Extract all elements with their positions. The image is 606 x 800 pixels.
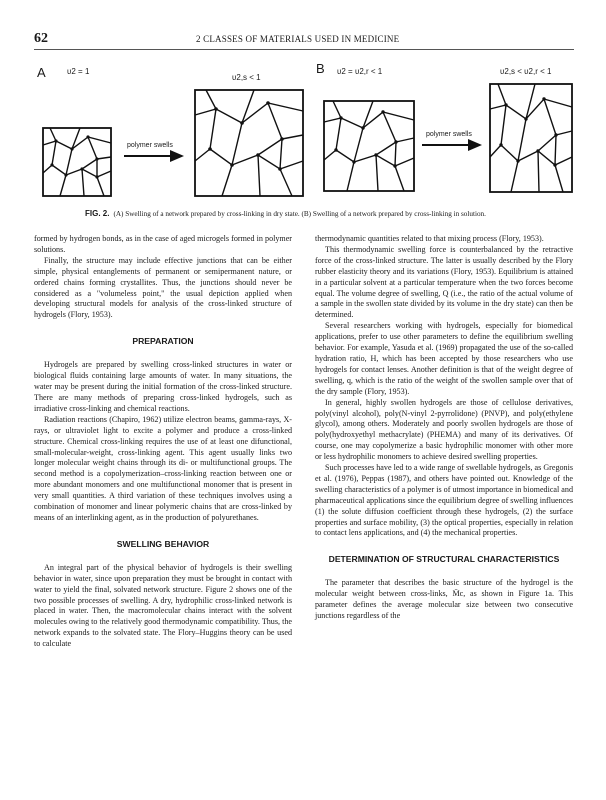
panel-a-arrow-label: polymer swells: [127, 142, 173, 149]
figure-caption: [85, 209, 555, 219]
running-head: 2 CLASSES OF MATERIALS USED IN MEDICINE: [196, 34, 400, 44]
figure-caption-text: (A) Swelling of a network prepared by cross-linking in dry state. (B) Swelling of a network prepared by cross-linking in solution.: [113, 210, 486, 218]
paragraph: An integral part of the physical behavior of hydrogels is their swelling behavior in water, since upon preparation they must be brought in contact with water to yield the final, solvated network structure. Figure 2 shows one of the two possible processes of swelling. A dry, hydrophilic cross-linked network is placed in water. Then, the macromolecular chains interact with the solvent molecules owing to the relatively good thermodynamic compatibility. Thus, the network expands to the solvated state. The Flory–Huggins theory can be used to calculate: [34, 562, 292, 649]
panel-b-nu-swollen: υ2,s < υ2,r < 1: [500, 67, 552, 76]
paragraph: Such processes have led to a wide range of swellable hydrogels, as Gregonis et al. (1976), Peppas (1987), and others have pointed out. Knowledge of the swelling characteristics of a polymer is of utmost importance in biomedical and pharmaceutical applications since the equilibrium degree of swelling influences (1) the solute diffusion coefficient through these hydrogels, (2) the surface properties and surface mobility, (3) the optical properties, especially in relation to contact lens applications, and (4) the mechanical properties.: [315, 463, 574, 538]
page-number: 62: [34, 31, 48, 46]
header-rule: [34, 49, 574, 50]
section-heading-swelling-behavior: SWELLING BEHAVIOR: [116, 538, 210, 549]
section-heading-preparation: PREPARATION: [132, 336, 194, 347]
panel-a-dry-network-diagram: [42, 127, 112, 197]
figure-2: [34, 57, 574, 207]
paragraph: Finally, the structure may include effective junctions that can be either simple, physical entanglements of permanent or semipermanent nature, or ordered chains forming crystallites. Thus, the junctions should never be considered as a "volumeless point," the usual depiction applied when developing structural models for analysis of the cross-linked structure of hydrogels (Flory, 1953).: [34, 255, 292, 320]
panel-a-nu-swollen: υ2,s < 1: [232, 73, 261, 82]
panel-b-swollen-network-diagram: [489, 83, 573, 193]
paragraph: thermodynamic quantities related to that mixing process (Flory, 1953).: [315, 234, 544, 243]
panel-a-swollen-network-diagram: [194, 89, 304, 197]
panel-b-prepared-network-diagram: [323, 100, 415, 192]
panel-b-letter: B: [316, 61, 325, 76]
paragraph: Several researchers working with hydrogels, especially for biomedical applications, prefer to use other parameters to define the equilibrium swelling behavior. For example, Yasuda et al. (1969) propagated the use of the so-called hydration ratio, H, which has been accepted by those researchers who use hydrogels for contact lenses. Another definition is that of the weight degree of swelling, q, which is the ratio of the weight of the swollen sample over that of the dry sample (Flory, 1953).: [315, 321, 573, 396]
right-column: [315, 234, 573, 622]
left-column: [34, 234, 292, 650]
panel-b-arrow-label: polymer swells: [426, 131, 472, 138]
paragraph: This thermodynamic swelling force is counterbalanced by the retractive force of the cross-linked structure. The latter is usually described by the Flory rubber elasticity theory and its variations (Flory, 1953). Equilibrium is attained in a particular solvent at a particular temperature when the two forces become equal. The volume degree of swelling, Q (i.e., the ratio of the actual volume of a sample in the swollen state divided by its volume in the dry state) can then be determined.: [315, 244, 573, 320]
panel-b-nu-prepared: υ2 = υ2,r < 1: [337, 67, 383, 76]
panel-b-arrow-icon: [422, 139, 482, 151]
panel-a-letter: A: [37, 65, 46, 80]
paragraph: In general, highly swollen hydrogels are those of cellulose derivatives, poly(vinyl alcohol), poly(N-vinyl 2-pyrrolidone) (PNVP), and poly(ethylene glycol), among others. Moderately and poorly swollen hydrogels are those of poly(hydroxyethyl methacrylate) (PHEMA) and many of its derivatives. Of course, one may copolymerize a basic hydrophilic monomer with other more or less hydrophilic monomers to achieve desired swelling properties.: [315, 397, 573, 462]
panel-a-arrow-icon: [124, 150, 184, 162]
paragraph: The parameter that describes the basic structure of the hydrogel is the molecular weight between cross-links, M̄c, as shown in Figure 1a. This parameter defines the average molecular size between two consecutive junctions regardless of the: [315, 578, 573, 621]
paragraph: formed by hydrogen bonds, as in the case of aged microgels formed in polymer solutions.: [34, 234, 292, 254]
figure-caption-label: FIG. 2.: [85, 209, 110, 218]
panel-a-nu-dry: υ2 = 1: [67, 67, 90, 76]
paragraph: Radiation reactions (Chapiro, 1962) utilize electron beams, gamma-rays, X-rays, or ultraviolet light to excite a polymer and produce a cross-linked structure. Chemical cross-linking requires the use of at least one difunctional, small-molecular-weight, cross-linking agent. This agent usually links two longer molecular weight chains through its di- or multifunctional groups. The second method is a copolymerization–cross-linking reaction between one or more abundant monomers and one multifunctional monomer that is present in very small quantities. A third variation of these techniques involves using a combination of monomer and linear polymeric chains that are cross-linked by means of an interlinking agent, as in the production of polyurethanes.: [34, 414, 292, 522]
section-heading-determination: DETERMINATION OF STRUCTURAL CHARACTERISTICS: [328, 554, 560, 565]
paragraph: Hydrogels are prepared by swelling cross-linked structures in water or biological fluids containing large amounts of water. In many situations, the water may be present during the initial formation of the cross-linked structure. There are many methods of preparing cross-linked hydrogels, such as irradiative cross-linking and chemical reactions.: [34, 360, 292, 413]
page-header: [34, 31, 574, 47]
